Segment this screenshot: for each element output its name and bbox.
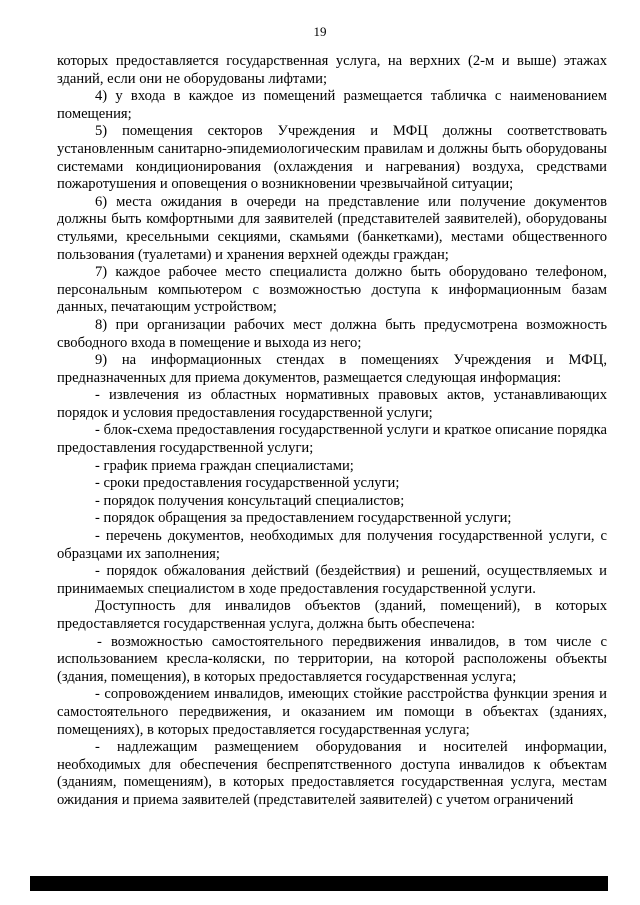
- paragraph-3: 6) места ожидания в очереди на представление или получение документов должны быть комфортными для заявителей (представителей заявителей), оборудованы стульями, кресельными секциями, скамьями (банкетками), местами общественного пользования (туалетами) и хранения верхней одежды граждан;: [57, 193, 607, 263]
- document-body: [57, 53, 607, 810]
- bottom-scan-bar: [30, 876, 608, 891]
- paragraph-17: - сопровождением инвалидов, имеющих стойкие расстройства функции зрения и самостоятельного передвижения, и оказанием им помощи в объектах (зданиях, помещениях), в которых предоставляется государственная услуга;: [57, 686, 607, 738]
- paragraph-2: 5) помещения секторов Учреждения и МФЦ должны соответствовать установленным санитарно-эпидемиологическим правилам и должны быть оборудованы системами кондиционирования (охлаждения и нагревания) воздуха, средствами пожаротушения и оповещения о возникновении чрезвычайной ситуации;: [57, 123, 607, 193]
- paragraph-6: 9) на информационных стендах в помещениях Учреждения и МФЦ, предназначенных для приема документов, размещается следующая информация:: [57, 352, 607, 386]
- paragraph-0: которых предоставляется государственная услуга, на верхних (2-м и выше) этажах зданий, если они не оборудованы лифтами;: [57, 53, 607, 87]
- page-number: 19: [313, 24, 327, 39]
- paragraph-13: - перечень документов, необходимых для получения государственной услуги, с образцами их заполнения;: [57, 528, 607, 562]
- paragraph-8: - блок-схема предоставления государственной услуги и краткое описание порядка предоставления государственной услуги;: [57, 422, 607, 457]
- paragraph-16: - возможностью самостоятельного передвижения инвалидов, в том числе с использованием кресла-коляски, по территории, на которой расположены объекты (здания, помещения), в которых предоставляется государственная услуга;: [57, 633, 607, 685]
- paragraph-10: - сроки предоставления государственной услуги;: [95, 475, 400, 492]
- paragraph-12: - порядок обращения за предоставлением государственной услуги;: [95, 510, 512, 527]
- paragraph-9: - график приема граждан специалистами;: [95, 457, 354, 474]
- paragraph-11: - порядок получения консультаций специалистов;: [95, 492, 405, 509]
- paragraph-18: - надлежащим размещением оборудования и носителей информации, необходимых для обеспечения беспрепятственного доступа инвалидов к объектам (зданиям, помещениям), в которых предоставляется государственная услуга, местам ожидания и приема заявителей (представителей заявителей) с учетом ограничений: [57, 739, 607, 808]
- paragraph-15: Доступность для инвалидов объектов (зданий, помещений), в которых предоставляется государственная услуга, должна быть обеспечена:: [57, 598, 607, 632]
- paragraph-4: 7) каждое рабочее место специалиста должно быть оборудовано телефоном, персональным компьютером с возможностью доступа к информационным базам данных, печатающим устройством;: [57, 264, 607, 316]
- paragraph-5: 8) при организации рабочих мест должна быть предусмотрена возможность свободного входа в помещение и выхода из него;: [57, 316, 607, 351]
- paragraph-1: 4) у входа в каждое из помещений размещается табличка с наименованием помещения;: [57, 88, 607, 122]
- paragraph-14: - порядок обжалования действий (бездействия) и решений, осуществляемых и принимаемых специалистом в ходе предоставления государственной услуги.: [57, 563, 607, 597]
- paragraph-7: - извлечения из областных нормативных правовых актов, устанавливающих порядок и условия предоставления государственной услуги;: [57, 387, 607, 421]
